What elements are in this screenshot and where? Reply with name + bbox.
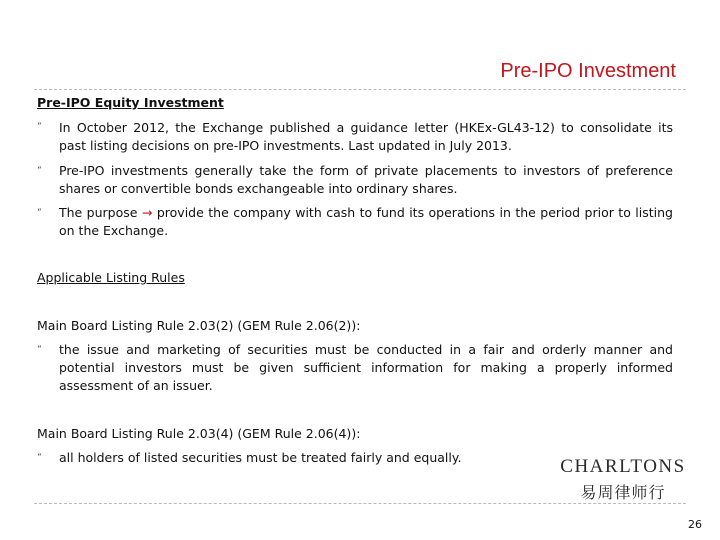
charltons-logo xyxy=(560,456,686,503)
section-heading-applicable-rules: Applicable Listing Rules xyxy=(37,270,185,285)
bullet-marker: “ xyxy=(37,166,42,176)
purpose-text: provide the company with cash to fund its operations in the period prior to listing on the Exchange. xyxy=(59,205,673,238)
logo-chinese: 易周律师行 xyxy=(580,483,666,502)
top-divider xyxy=(34,89,686,90)
bullet-guidance-letter: In October 2012, the Exchange published a guidance letter (HKEx-GL43-12) to consolidate its past listing decisions on pre-IPO investments. Last updated in July 2013. xyxy=(59,120,673,153)
bottom-divider xyxy=(34,503,686,504)
bullet-private-placements: Pre-IPO investments generally take the form of private placements to investors of preference shares or convertible bonds exchangeable into ordinary shares. xyxy=(59,163,673,196)
rule-heading-2-03-2: Main Board Listing Rule 2.03(2) (GEM Rule 2.06(2)): xyxy=(37,318,361,333)
bullet-treated-equally: all holders of listed securities must be treated fairly and equally. xyxy=(59,450,462,465)
bullet-fair-orderly: the issue and marketing of securities must be conducted in a fair and orderly manner and potential investors must be given sufficient information for making a properly informed assessment of an issuer. xyxy=(59,342,673,393)
section-heading-pre-ipo-equity: Pre-IPO Equity Investment xyxy=(37,95,224,110)
slide-title: Pre-IPO Investment xyxy=(500,60,676,82)
bullet-marker: “ xyxy=(37,208,42,218)
bullet-marker: “ xyxy=(37,345,42,355)
arrow-right-icon: → xyxy=(141,205,153,220)
page-number: 26 xyxy=(688,518,702,531)
bullet-purpose xyxy=(59,204,673,240)
purpose-label: The purpose xyxy=(59,205,138,220)
bullet-marker: “ xyxy=(37,122,42,132)
bullet-marker: “ xyxy=(37,453,42,463)
logo-english: CHARLTONS xyxy=(560,456,686,477)
rule-heading-2-03-4: Main Board Listing Rule 2.03(4) (GEM Rule 2.06(4)): xyxy=(37,426,361,441)
